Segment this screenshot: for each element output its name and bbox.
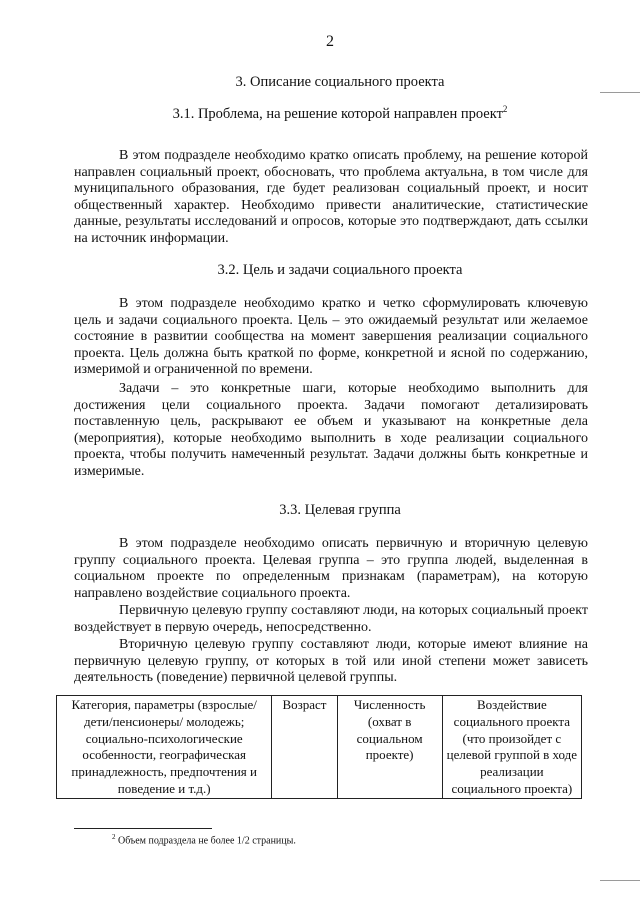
scan-artifact-line <box>600 92 640 93</box>
table-header-row <box>57 696 582 799</box>
problem-paragraph: В этом подразделе необходимо кратко описать проблему, на решение которой направлен социальный проект, обосновать, что проблема актуальна, в том числе для муниципального образования, где будет реализован социальный проект, и носит общественный характер. Необходимо привести аналитические, статистические данные, результаты исследований и опросов, которые это подтверждают, дать ссылки на источник информации. <box>74 148 588 246</box>
footnote-number: 2 <box>112 833 116 841</box>
footnote-text: Объем подраздела не более 1/2 страницы. <box>118 835 296 847</box>
primary-group-paragraph: Первичную целевую группу составляют люди, на которых социальный проект воздействует в первую очередь, непосредственно. <box>74 603 588 635</box>
table-header-category: Категория, параметры (взрослые/дети/пенсионеры/ молодежь; социально-психологические особенности, географическая принадлежность, предпочтения и поведение и т.д.) <box>57 696 272 799</box>
secondary-group-paragraph: Вторичную целевую группу составляют люди, которые имеют влияние на первичную целевую группу, от которых в той или иной степени может зависеть деятельность (поведение) первичной целевой группы. <box>74 637 588 686</box>
goal-paragraph: В этом подразделе необходимо кратко и четко сформулировать ключевую цель и задачи социального проекта. Цель – это ожидаемый результат или желаемое состояние в развитии сообщества на момент завершения реализации социального проекта. Цель должна быть краткой по форме, конкретной и ясной по содержанию, измеримой и ограниченной по времени. <box>74 296 588 378</box>
subsection-title-target-group: 3.3. Целевая группа <box>279 502 401 518</box>
footnote <box>112 833 296 846</box>
footnote-separator <box>74 828 212 829</box>
target-group-paragraph: В этом подразделе необходимо описать первичную и вторичную целевую группу социального проекта. Целевая группа – это группа людей, выделенная в социальном проекте по определенным признакам (параметрам), на которую направлено воздействие социального проекта. <box>74 536 588 601</box>
table-header-impact: Воздействие социального проекта (что произойдет с целевой группой в ходе реализации социального проекта) <box>442 696 581 799</box>
tasks-paragraph: Задачи – это конкретные шаги, которые необходимо выполнить для достижения цели социального проекта. Задачи помогают детализировать поставленную цель, раскрывают ее объем и указывают на конкретные дела (мероприятия), которые необходимо выполнить в ходе реализации социального проекта, чтобы получить намеченный результат. Задачи должны быть конкретные и измеримые. <box>74 381 588 479</box>
subsection-title-problem-text: 3.1. Проблема, на решение которой направлен проект <box>172 105 503 122</box>
section-title: 3. Описание социального проекта <box>235 74 445 90</box>
table-header-age: Возраст <box>272 696 337 799</box>
page-number: 2 <box>326 33 334 50</box>
table-header-count: Численность (охват в социальном проекте) <box>337 696 442 799</box>
footnote-reference: 2 <box>502 104 508 114</box>
target-group-table <box>56 695 582 799</box>
scan-artifact-line <box>600 880 640 881</box>
subsection-title-problem <box>0 104 640 123</box>
subsection-title-goals: 3.2. Цель и задачи социального проекта <box>217 262 463 278</box>
